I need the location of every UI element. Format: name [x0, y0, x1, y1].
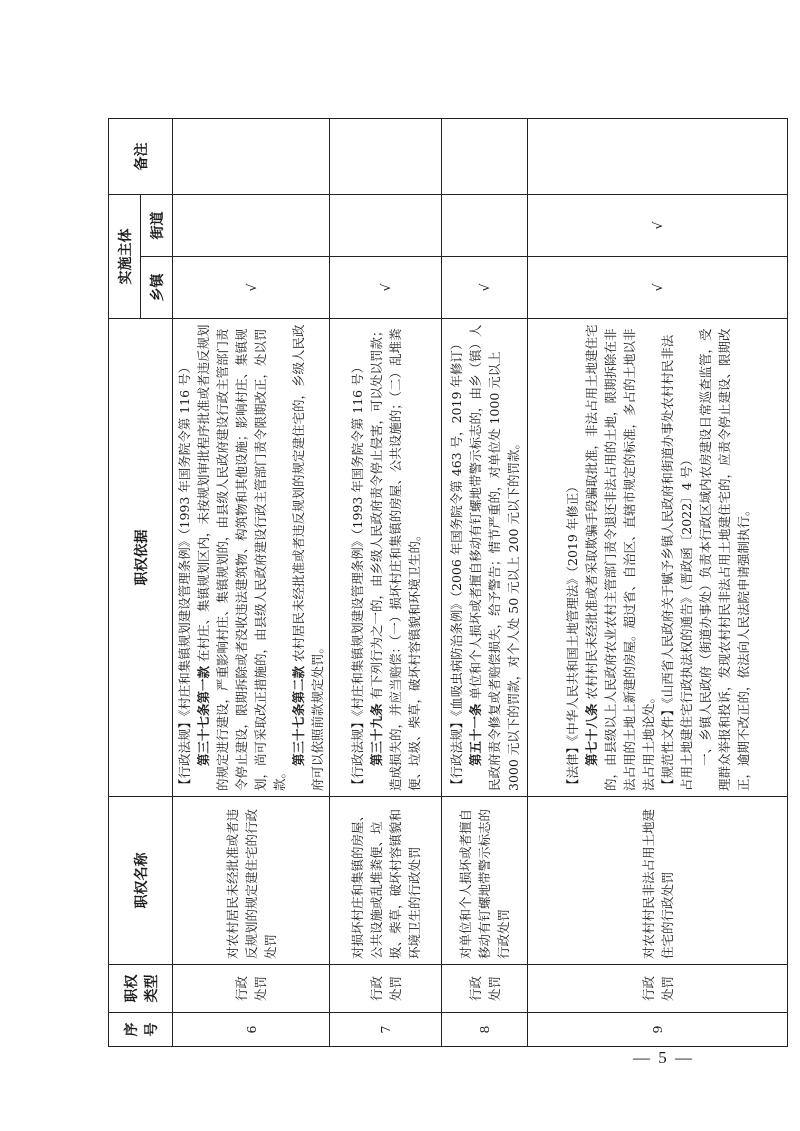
article-title: 第三十九条: [368, 703, 384, 766]
row-type: 行政处罚: [442, 965, 528, 1013]
article-text: 一、乡镇人民政府（街道办事处）负责本行政区域内农房建设日常巡查监管，受理群众举报和投诉，发现农村村民非法占用土地建住宅的，应责令停止建设、限期改正，逾期不改正的，依法向人民法院申请强制执行。: [697, 328, 751, 791]
article-title: 第三十七条第二款: [291, 665, 306, 766]
basis-article-2: [696, 324, 753, 791]
header-town: 乡镇: [141, 257, 173, 319]
authority-table: [108, 118, 788, 1047]
article-text: 单位和个人损坏或者擅自移动有钉螺地带警示标志的，由乡（镇）人民政府责令修复或者赔偿损失，给予警告；情节严重的，对单位处 1000 元以上 3000 元以下的罚款，对个人处 50 元以上 200 元以下的罚款。: [467, 324, 521, 791]
basis-source: 【行政法规】《村庄和集镇规划建设管理条例》（1993 年国务院令第 116 号）: [349, 360, 365, 791]
basis-article-1: [466, 324, 523, 791]
page-number: — 5 —: [633, 1048, 694, 1067]
article-text: 农村村民未经批准或者采取欺骗手段骗取批准，非法占用土地建住宅的，由县级以上人民政府农业农村主管部门责令退还非法占用的土地，限期拆除在非法占用的土地上新建的房屋。超过省、自治区、直辖市规定的标准，多占的土地以非法占用土地论处。: [583, 324, 656, 791]
basis-source: 【行政法规】《血吸虫病防治条例》（2006 年国务院令第 463 号，2019 年修订）: [448, 337, 464, 791]
row-name: 对损坏村庄和集镇的房屋、公共设施或乱堆粪便、垃圾、柴草，破坏村容镇貌和环境卫生的行政处罚: [330, 797, 442, 965]
street-check: [442, 195, 528, 257]
basis-source: 【行政法规】《村庄和集镇规划建设管理条例》（1993 年国务院令第 116 号）: [177, 360, 192, 791]
basis-source: 【法律】《中华人民共和国土地管理法》（2019 年修正）: [564, 480, 580, 791]
header-street: 街道: [141, 195, 173, 257]
header-type: 职权类型: [109, 965, 173, 1013]
row-seq: 9: [528, 1013, 788, 1047]
table-row: [330, 119, 442, 1047]
table-row: [528, 119, 788, 1047]
town-check: √: [528, 257, 788, 319]
street-check: [173, 195, 330, 257]
basis-source-2: 【规范性文件】《山西省人民政府关于赋予乡镇人民政府和街道办事处农村村民非法占用土地建住宅行政执法权的通告》（晋政函〔2022〕4 号）: [659, 334, 694, 791]
article-title: 第七十八条: [583, 703, 599, 766]
row-basis: [330, 319, 442, 797]
table-row: [173, 119, 330, 1047]
row-note: [442, 119, 528, 195]
row-name: 对单位和个人损坏或者擅自移动有钉螺地带警示标志的行政处罚: [442, 797, 528, 965]
row-basis: [528, 319, 788, 797]
header-basis: 职权依据: [109, 319, 173, 797]
basis-article-1: [194, 324, 289, 791]
row-seq: 8: [442, 1013, 528, 1047]
article-text: 在村庄、集镇规划区内，未按规划审批程序批准或者违反规划的规定进行建设，严重影响村庄、集镇规划的，由县级人民政府建设行政主管部门责令停止建设，限期拆除或者没收违法建筑物、构筑物和其他设施；影响村庄、集镇规划，尚可采取改正措施的，由县级人民政府建设行政主管部门责令限期改正，处以罚款。: [196, 324, 287, 791]
header-name: 职权名称: [109, 797, 173, 965]
town-check: √: [330, 257, 442, 319]
row-basis: [173, 319, 330, 797]
row-name: 对农村村民非法占用土地建住宅的行政处罚: [528, 797, 788, 965]
header-subject: 实施主体: [109, 195, 141, 319]
row-type: 行政处罚: [330, 965, 442, 1013]
row-type: 行政处罚: [528, 965, 788, 1013]
article-title: 第三十七条第一款: [196, 665, 211, 766]
article-text: 农村居民未经批准或者违反规划的规定建住宅的，乡级人民政府可以依照前款规定处罚。: [291, 324, 325, 791]
row-basis: [442, 319, 528, 797]
row-note: [528, 119, 788, 195]
row-seq: 7: [330, 1013, 442, 1047]
header-note: 备注: [109, 119, 173, 195]
street-check: [330, 195, 442, 257]
header-seq: 序号: [109, 1013, 173, 1047]
row-name: 对农村居民未经批准或者违反规划的规定建住宅的行政处罚: [173, 797, 330, 965]
row-seq: 6: [173, 1013, 330, 1047]
town-check: √: [173, 257, 330, 319]
rotated-table-wrapper: [108, 119, 788, 1047]
street-check: √: [528, 195, 788, 257]
town-check: √: [442, 257, 528, 319]
header-row: [109, 119, 141, 1047]
article-title: 第五十一条: [467, 703, 483, 766]
article-text: 有下列行为之一的，由乡级人民政府责令停止侵害，可以处以罚款；造成损失的，并应当赔偿：（一）损坏村庄和集镇的房屋、公共设施的；（二）乱堆粪便、垃圾、柴草，破坏村容镇貌和环境卫生的。: [368, 324, 422, 791]
basis-article-1: [582, 324, 658, 791]
row-note: [173, 119, 330, 195]
basis-article-1: [367, 324, 424, 791]
row-note: [330, 119, 442, 195]
row-type: 行政处罚: [173, 965, 330, 1013]
table-row: [442, 119, 528, 1047]
basis-article-2: [289, 324, 327, 791]
